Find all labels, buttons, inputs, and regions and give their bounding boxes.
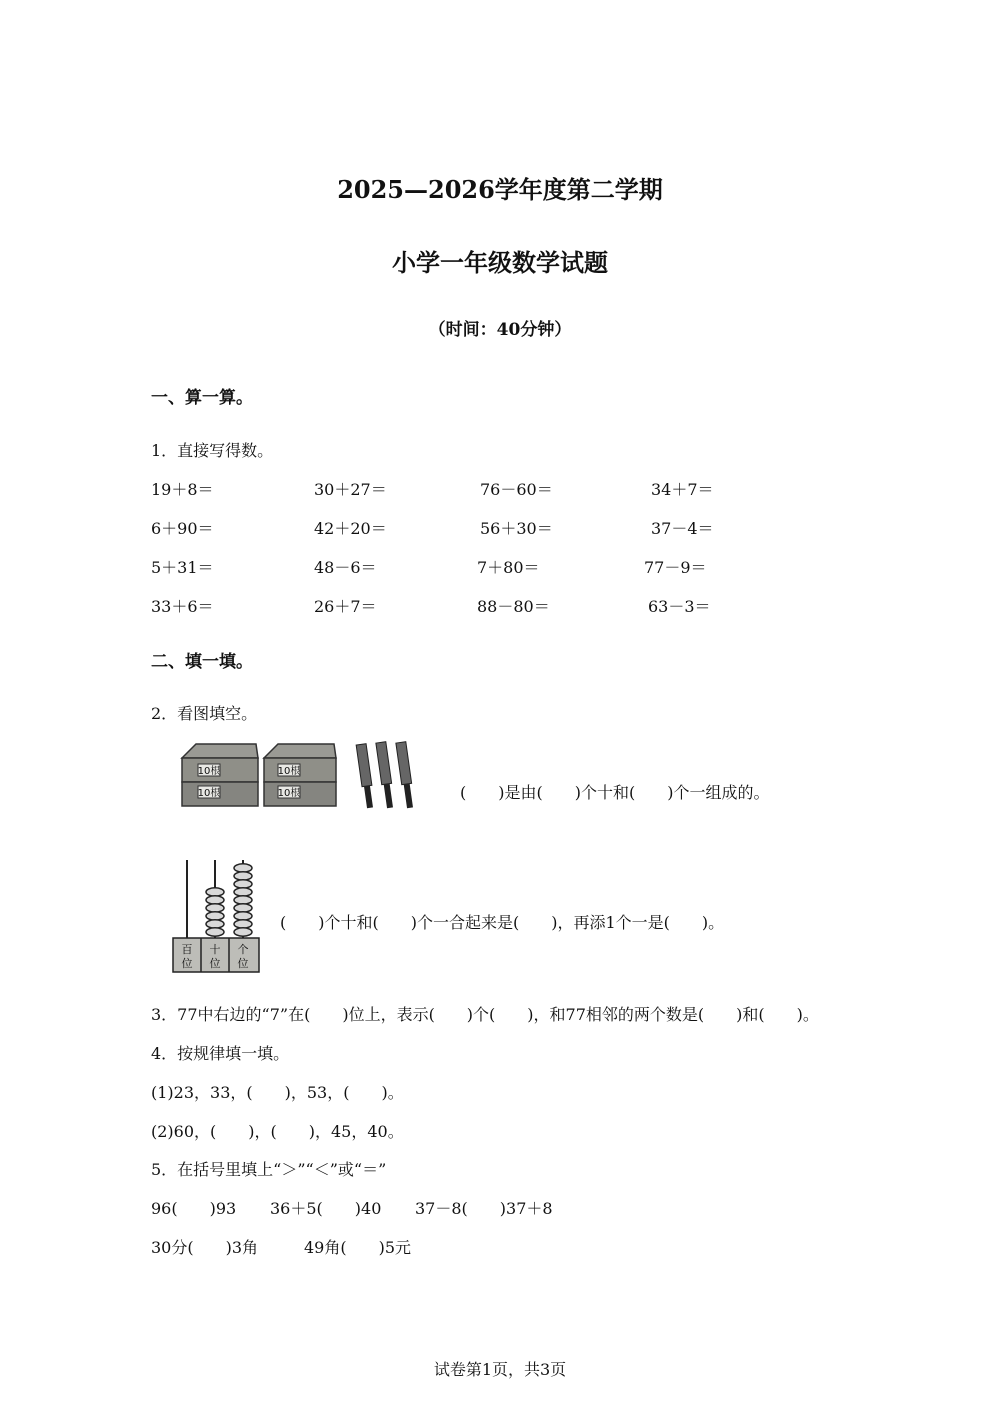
abacus-label: 个 [237,943,249,956]
calc-item: 42＋20＝ [314,519,387,538]
calc-item: 48－6＝ [314,558,377,577]
abacus-question-text: ( )个十和( )个一合起来是( )，再添1个一是( )。 [280,913,725,932]
calc-item: 30＋27＝ [314,480,387,499]
calc-item: 56＋30＝ [480,519,553,538]
question4-part1: (1)23，33，( )，53，( )。 [151,1083,404,1102]
abacus-label: 位 [237,957,249,970]
calc-item: 88－80＝ [477,597,550,616]
calc-item: 77－9＝ [644,558,707,577]
bundle-icon [182,744,258,806]
exam-title-line1: 2025—2026学年度第二学期 [337,175,663,204]
section2-heading: 二、填一填。 [151,652,253,672]
abacus-label: 位 [181,957,193,970]
abacus-label: 十 [209,943,221,956]
calc-item: 34＋7＝ [651,480,714,499]
abacus-image [170,858,262,974]
calc-item: 6＋90＝ [151,519,214,538]
abacus-label: 百 [181,943,193,956]
ones-beads [234,864,252,936]
bundle-icon [264,744,336,806]
exam-title-line2: 小学一年级数学试题 [392,248,608,277]
compare-item: 30分( )3角 [151,1238,259,1257]
exam-time: （时间：40分钟） [428,320,572,340]
question5-label: 5．在括号里填上“＞”“＜”或“＝” [151,1160,387,1179]
bundle-label: 10根 [197,766,221,777]
section1-heading: 一、算一算。 [151,388,253,408]
compare-item: 37－8( )37＋8 [415,1199,553,1218]
calc-item: 63－3＝ [648,597,711,616]
question2-label: 2．看图填空。 [151,704,258,723]
compare-item: 49角( )5元 [304,1238,412,1257]
question4-label: 4．按规律填一填。 [151,1044,290,1063]
stick-bundles-image [178,738,428,814]
tens-beads [206,888,224,936]
page-footer: 试卷第1页，共3页 [433,1360,567,1379]
calc-item: 37－4＝ [651,519,714,538]
calc-item: 7＋80＝ [477,558,540,577]
compare-item: 96( )93 [151,1199,237,1218]
question4-part2: (2)60，( )，( )，45，40。 [151,1122,404,1141]
calc-item: 5＋31＝ [151,558,214,577]
calc-item: 19＋8＝ [151,480,214,499]
bundle-label: 10根 [197,788,221,799]
compare-item: 36＋5( )40 [270,1199,382,1218]
bundle-question-text: ( )是由( )个十和( )个一组成的。 [460,783,770,802]
calc-item: 76－60＝ [480,480,553,499]
question3-text: 3．77中右边的“7”在( )位上，表示( )个( )，和77相邻的两个数是( )和( )。 [151,1005,819,1024]
abacus-label: 位 [209,957,221,970]
bundle-label: 10根 [277,788,301,799]
question1-label: 1．直接写得数。 [151,441,274,460]
calc-item: 33＋6＝ [151,597,214,616]
single-sticks-icon [356,742,415,809]
calc-item: 26＋7＝ [314,597,377,616]
bundle-label: 10根 [277,766,301,777]
